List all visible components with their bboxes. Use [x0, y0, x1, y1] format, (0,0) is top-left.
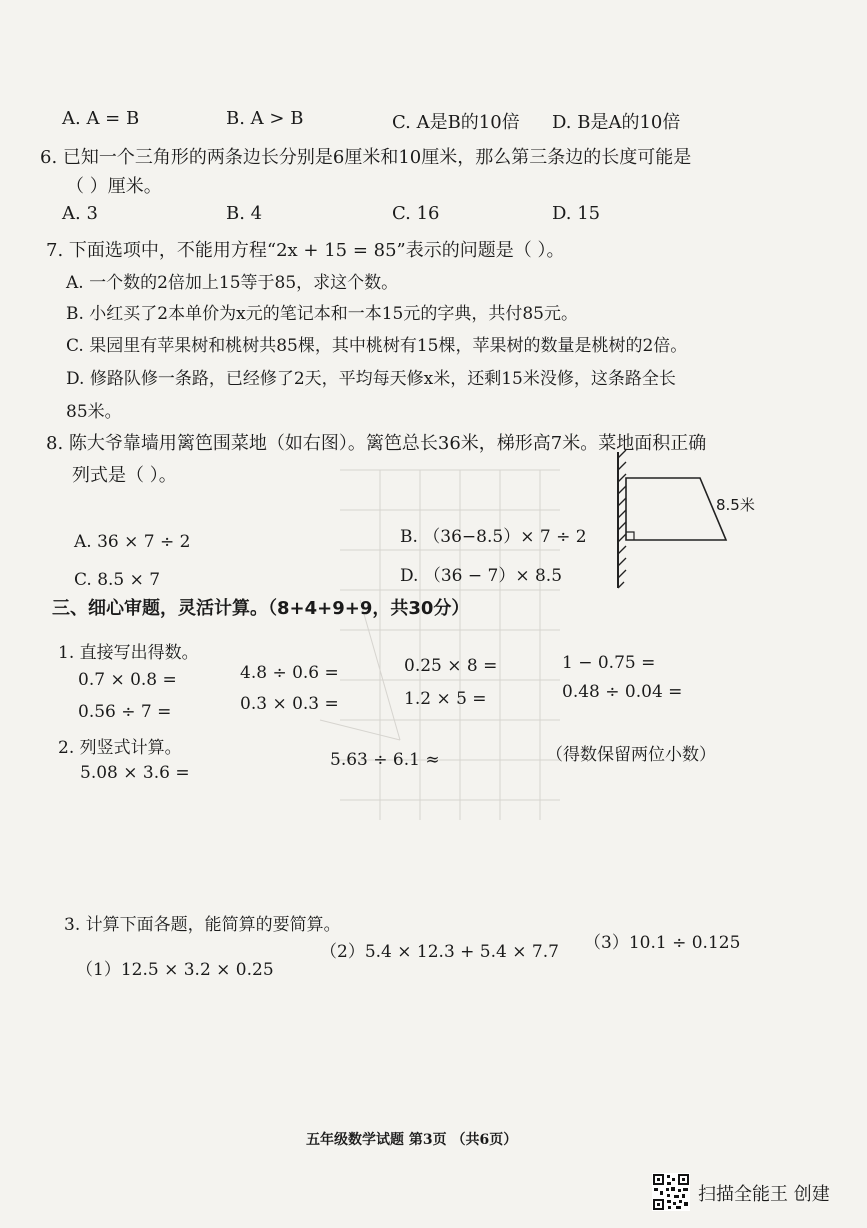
- mental-calc-item: 0.56 ÷ 7 =: [78, 702, 172, 722]
- q7-stem: 7. 下面选项中，不能用方程“2x + 15 = 85”表示的问题是（ ）。: [46, 240, 565, 261]
- part-1-title: 1. 直接写出得数。: [58, 643, 199, 663]
- qr-code-icon: [652, 1173, 690, 1211]
- scanner-watermark: 扫描全能王 创建: [698, 1184, 830, 1205]
- q7-option-d-cont: 85米。: [66, 402, 122, 422]
- right-angle-mark: [626, 532, 634, 540]
- mental-calc-item: 1 − 0.75 =: [562, 653, 656, 673]
- q6-option-a: A. 3: [62, 203, 98, 224]
- vertical-calc-item: 5.63 ÷ 6.1 ≈: [330, 750, 440, 770]
- page-footer: 五年级数学试题 第3页 （共6页）: [306, 1132, 518, 1148]
- wall: [618, 450, 626, 588]
- section-3-heading: 三、细心审题，灵活计算。（8+4+9+9，共30分）: [52, 598, 470, 619]
- q8-stem: 8. 陈大爷靠墙用篱笆围菜地（如右图）。篱笆总长36米，梯形高7米。菜地面积正确: [46, 433, 707, 454]
- mental-calc-item: 0.25 × 8 =: [404, 656, 498, 676]
- mental-calc-item: 1.2 × 5 =: [404, 689, 487, 709]
- simplify-calc-item: （3）10.1 ÷ 0.125: [584, 933, 741, 953]
- q8-option-b: B. （36−8.5）× 7 ÷ 2: [400, 527, 587, 547]
- q6-option-b: B. 4: [226, 203, 263, 224]
- q7-option-d: D. 修路队修一条路，已经修了2天，平均每天修x米，还剩15米没修，这条路全长: [66, 369, 676, 389]
- q6-option-c: C. 16: [392, 203, 440, 224]
- q8-option-c: C. 8.5 × 7: [74, 570, 161, 590]
- q6-stem: 6. 已知一个三角形的两条边长分别是6厘米和10厘米，那么第三条边的长度可能是: [40, 147, 692, 168]
- simplify-calc-item: （1）12.5 × 3.2 × 0.25: [76, 960, 274, 980]
- q6-stem-cont: （ ）厘米。: [66, 176, 162, 197]
- q8-option-a: A. 36 × 7 ÷ 2: [74, 532, 191, 552]
- q8-option-d: D. （36 − 7）× 8.5: [400, 566, 563, 586]
- part-2-title: 2. 列竖式计算。: [58, 738, 182, 758]
- q7-option-a: A. 一个数的2倍加上15等于85，求这个数。: [66, 273, 399, 293]
- q5-option-b: B. A > B: [226, 108, 304, 129]
- q8-stem-cont: 列式是（ ）。: [72, 465, 177, 486]
- q6-option-d: D. 15: [552, 203, 601, 224]
- vertical-calc-item: 5.08 × 3.6 =: [80, 763, 190, 783]
- q5-option-d: D. B是A的10倍: [552, 112, 681, 133]
- q7-option-b: B. 小红买了2本单价为x元的笔记本和一本15元的字典，共付85元。: [66, 304, 578, 324]
- trapezoid-shape: [626, 478, 726, 540]
- part-3-title: 3. 计算下面各题，能简算的要简算。: [64, 915, 341, 935]
- q7-option-c: C. 果园里有苹果树和桃树共85棵，其中桃树有15棵，苹果树的数量是桃树的2倍。: [66, 336, 688, 356]
- side-length-label: 8.5米: [716, 496, 755, 514]
- rounding-note: （得数保留两位小数）: [546, 745, 716, 765]
- mental-calc-item: 4.8 ÷ 0.6 =: [240, 663, 339, 683]
- mental-calc-item: 0.48 ÷ 0.04 =: [562, 682, 683, 702]
- mental-calc-item: 0.7 × 0.8 =: [78, 670, 177, 690]
- simplify-calc-item: （2）5.4 × 12.3 + 5.4 × 7.7: [320, 942, 559, 962]
- q5-option-c: C. A是B的10倍: [392, 112, 520, 133]
- mental-calc-item: 0.3 × 0.3 =: [240, 694, 339, 714]
- q5-option-a: A. A = B: [62, 108, 140, 129]
- trapezoid-garden-figure: [590, 448, 770, 590]
